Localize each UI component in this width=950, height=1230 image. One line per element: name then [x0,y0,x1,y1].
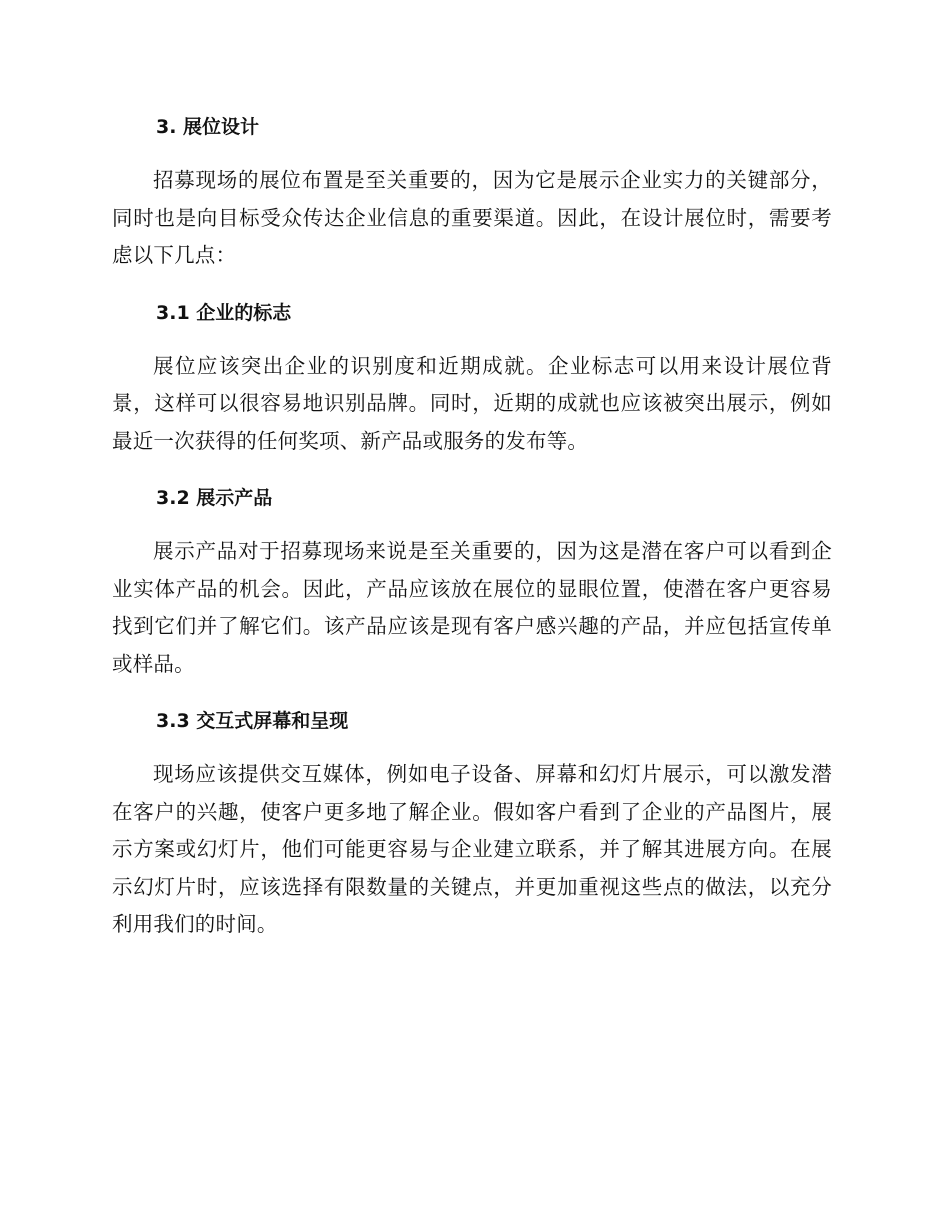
section-display-products [112,481,832,683]
section-company-logo [112,296,832,461]
document-page [112,110,832,965]
section-heading: 3.1 企业的标志 [156,301,292,324]
section-heading: 3.2 展示产品 [156,487,273,509]
section-paragraph: 现场应该提供交互媒体，例如电子设备、屏幕和幻灯片展示，可以激发潜在客户的兴趣，使客户更多地了解企业。假如客户看到了企业的产品图片，展示方案或幻灯片，他们可能更容易与企业建立联系，并了解其进展方向。在展示幻灯片时，应该选择有限数量的关键点，并更加重视这些点的做法，以充分利用我们的时间。 [112,762,832,936]
section-paragraph: 展位应该突出企业的识别度和近期成就。企业标志可以用来设计展位背景，这样可以很容易地识别品牌。同时，近期的成就也应该被突出展示，例如最近一次获得的任何奖项、新产品或服务的发布等。 [112,353,832,453]
section-interactive-screens [112,704,832,944]
section-paragraph: 展示产品对于招募现场来说是至关重要的，因为这是潜在客户可以看到企业实体产品的机会。因此，产品应该放在展位的显眼位置，使潜在客户更容易找到它们并了解它们。该产品应该是现有客户感兴趣的产品，并应包括宣传单或样品。 [112,539,832,676]
section-heading: 3.3 交互式屏幕和呈现 [156,710,349,732]
section-booth-design [112,110,832,275]
section-paragraph: 招募现场的展位布置是至关重要的，因为它是展示企业实力的关键部分，同时也是向目标受众传达企业信息的重要渠道。因此，在设计展位时，需要考虑以下几点： [112,168,832,267]
section-heading: 3. 展位设计 [156,116,260,138]
